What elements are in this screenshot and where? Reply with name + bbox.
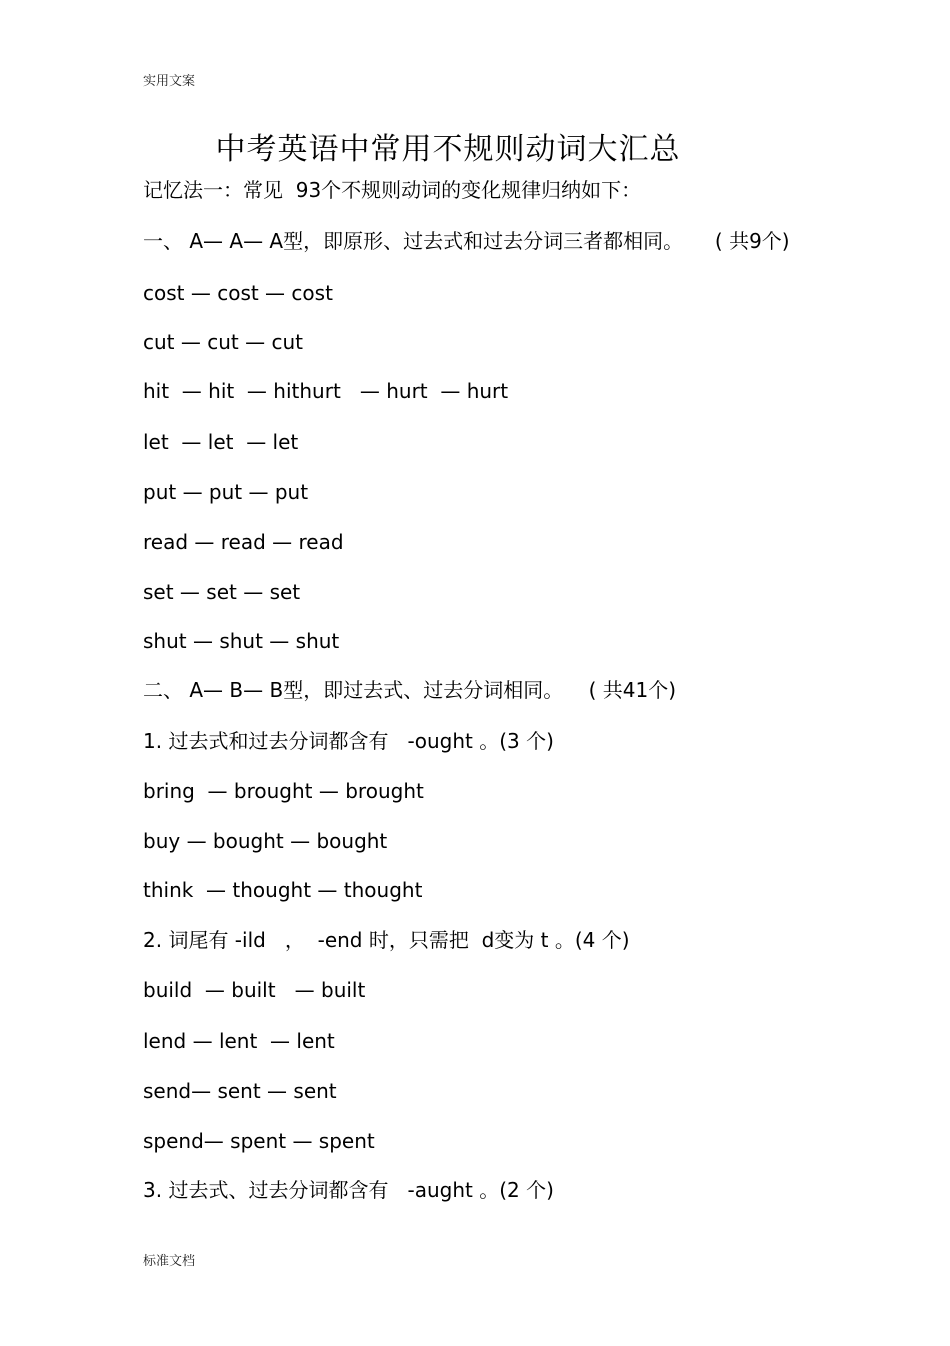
subsection-heading: 2. 词尾有 -ild ， -end 时，只需把 d变为 t 。(4 个) — [143, 928, 630, 952]
subsection-heading: 3. 过去式、过去分词都含有 -aught 。(2 个) — [143, 1178, 554, 1202]
verb-line: think — thought — thought — [143, 878, 423, 902]
section-heading-abb: 二、 A— B— B型，即过去式、过去分词相同。 ( 共41个) — [143, 678, 677, 702]
verb-line: cost — cost — cost — [143, 281, 333, 305]
verb-line: build — built — built — [143, 978, 366, 1002]
subsection-heading: 1. 过去式和过去分词都含有 -ought 。(3 个) — [143, 729, 554, 753]
page-title: 中考英语中常用不规则动词大汇总 — [215, 132, 681, 167]
verb-line: shut — shut — shut — [143, 629, 340, 653]
verb-line: buy — bought — bought — [143, 829, 388, 853]
verb-line: hit — hit — hithurt — hurt — hurt — [143, 379, 509, 403]
verb-line: set — set — set — [143, 580, 301, 604]
verb-line: lend — lent — lent — [143, 1029, 335, 1053]
verb-line: cut — cut — cut — [143, 330, 303, 354]
verb-line: put — put — put — [143, 480, 309, 504]
page-footer: 标准文档 — [143, 1254, 196, 1269]
verb-line: spend— spent — spent — [143, 1129, 375, 1153]
verb-line: bring — brought — brought — [143, 779, 424, 803]
page-header: 实用文案 — [143, 74, 196, 89]
verb-line: let — let — let — [143, 430, 299, 454]
verb-line: read — read — read — [143, 530, 344, 554]
intro-line: 记忆法一：常见 93个不规则动词的变化规律归纳如下： — [143, 178, 642, 202]
verb-line: send— sent — sent — [143, 1079, 337, 1103]
section-heading-aaa: 一、 A— A— A型，即原形、过去式和过去分词三者都相同。 ( 共9个) — [143, 229, 790, 253]
